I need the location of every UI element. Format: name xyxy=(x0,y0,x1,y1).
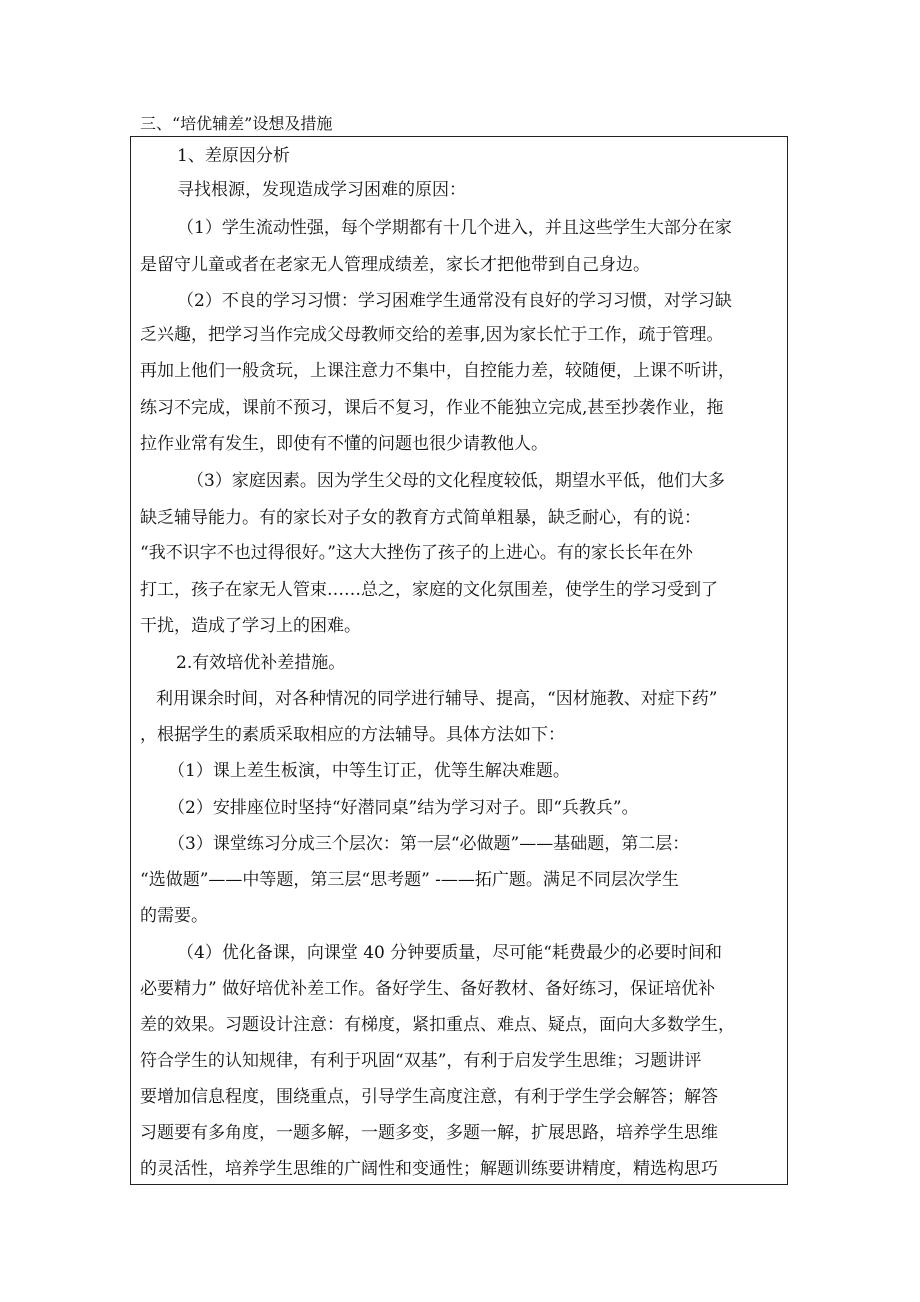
paragraph-line: 符合学生的认知规律，有利于巩固“双基”，有利于启发学生思维；习题讲评 xyxy=(140,1051,702,1071)
paragraph-line: （2）不良的学习习惯：学习困难学生通常没有良好的学习习惯，对学习缺 xyxy=(177,291,732,311)
paragraph-line: 是留守儿童或者在老家无人管理成绩差，家长才把他带到自己身边。 xyxy=(140,255,650,275)
paragraph-line: 寻找根源，发现造成学习困难的原因： xyxy=(177,180,466,200)
paragraph-line: “选做题”——中等题，第三层“思考题” -——拓广题。满足不同层次学生 xyxy=(140,870,679,890)
paragraph-line: 缺乏辅导能力。有的家长对子女的教育方式简单粗暴，缺乏耐心，有的说： xyxy=(140,508,701,528)
content-table-cell xyxy=(130,136,788,1185)
paragraph-line: （4）优化备课，向课堂 40 分钟要质量，尽可能“耗费最少的必要时间和 xyxy=(177,943,722,963)
paragraph-line: 拉作业常有发生，即使有不懂的问题也很少请教他人。 xyxy=(140,434,548,454)
paragraph-line: “我不识字不也过得很好。”这大大挫伤了孩子的上进心。有的家长长年在外 xyxy=(140,543,693,563)
paragraph-line: 利用课余时间，对各种情况的同学进行辅导、提高，“因材施教、对症下药” xyxy=(156,689,718,709)
paragraph-line: 打工，孩子在家无人管束……总之，家庭的文化氛围差，使学生的学习受到了 xyxy=(140,580,718,600)
paragraph-line: 要增加信息程度，围绕重点，引导学生高度注意，有利于学生学会解答；解答 xyxy=(140,1087,718,1107)
paragraph-line: （2）安排座位时坚持“好潜同桌”结为学习对子。即“兵教兵”。 xyxy=(168,798,639,818)
paragraph-line: 的需要。 xyxy=(140,906,208,926)
paragraph-line: （3）课堂练习分成三个层次：第一层“必做题”——基础题，第二层： xyxy=(168,834,690,854)
subheading-cause-analysis: 1、差原因分析 xyxy=(177,146,290,166)
paragraph-line: （1）课上差生板演，中等生订正，优等生解决难题。 xyxy=(168,761,570,781)
paragraph-line: 习题要有多角度，一题多解，一题多变，多题一解，扩展思路，培养学生思维 xyxy=(140,1123,718,1143)
paragraph-line: 干扰，造成了学习上的困难。 xyxy=(140,616,361,636)
paragraph-line: 乏兴趣，把学习当作完成父母教师交给的差事,因为家长忙于工作，疏于管理。 xyxy=(140,325,724,345)
paragraph-line: 的灵活性，培养学生思维的广阔性和变通性；解题训练要讲精度，精选构思巧 xyxy=(140,1159,718,1179)
paragraph-line: 必要精力” 做好培优补差工作。备好学生、备好教材、备好练习，保证培优补 xyxy=(140,979,716,999)
paragraph-line: 练习不完成，课前不预习，课后不复习，作业不能独立完成,甚至抄袭作业，拖 xyxy=(140,398,724,418)
paragraph-line: （1）学生流动性强，每个学期都有十几个进入，并且这些学生大部分在家 xyxy=(177,218,732,238)
paragraph-line: （3）家庭因素。因为学生父母的文化程度较低，期望水平低，他们大多 xyxy=(187,471,725,491)
paragraph-line: 再加上他们一般贪玩，上课注意力不集中，自控能力差，较随便，上课不听讲， xyxy=(140,361,735,381)
paragraph-line: ，根据学生的素质采取相应的方法辅导。具体方法如下： xyxy=(140,725,565,745)
subheading-measures: 2.有效培优补差措施。 xyxy=(176,653,346,673)
section-title: 三、“培优辅差”设想及措施 xyxy=(140,114,333,133)
paragraph-line: 差的效果。习题设计注意：有梯度，紧扣重点、难点、疑点，面向大多数学生， xyxy=(140,1015,735,1035)
